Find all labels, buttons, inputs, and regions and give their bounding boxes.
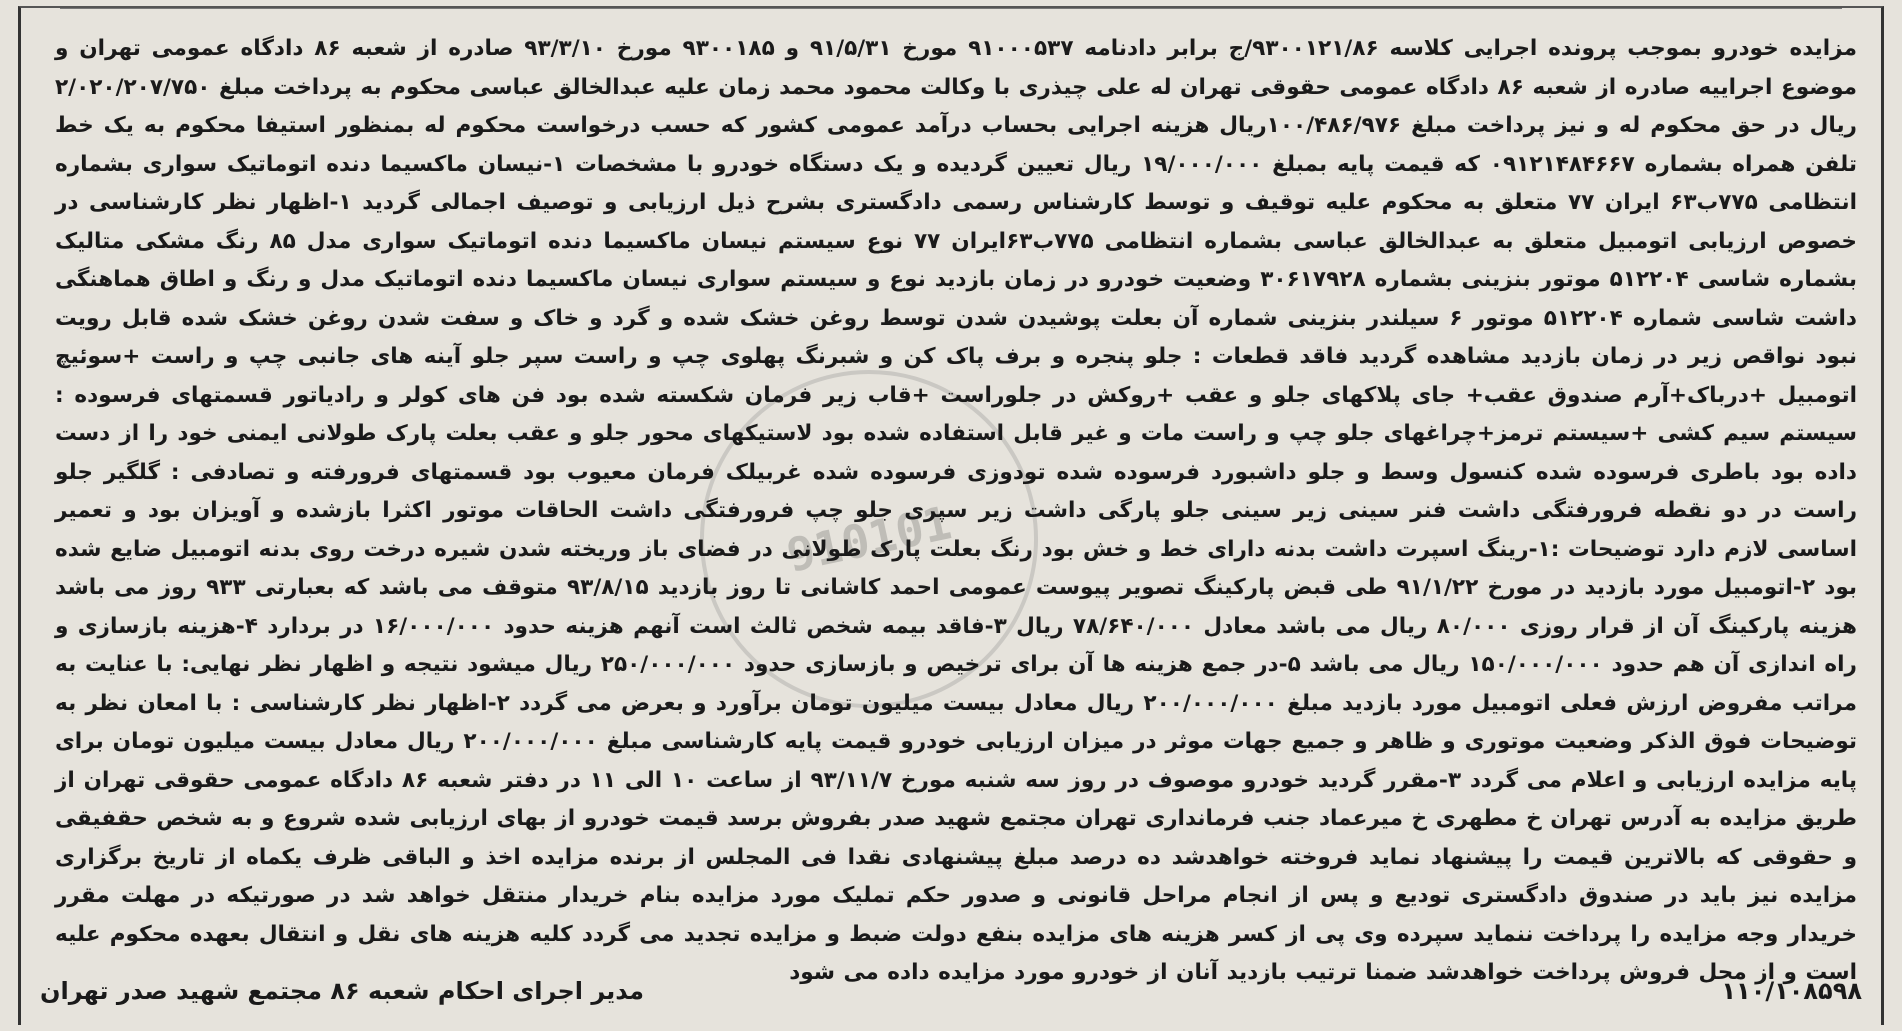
notice-footer <box>40 969 1862 1013</box>
stamp-text: 910101 <box>782 495 956 583</box>
signature-line: مدیر اجرای احکام شعبه ۸۶ مجتمع شهید صدر تهران <box>40 977 644 1005</box>
notice-body: مزایده خودرو بموجب پرونده اجرایی کلاسه ۹۳۰۰۱۲۱/۸۶/ج برابر دادنامه ۹۱۰۰۰۵۳۷ مورخ ۹۱/۵/۳۱ و ۹۳۰۰۱۸۵ مورخ ۹۳/۳/۱۰ صادره از شعبه ۸۶ دادگاه عمومی تهران و موضوع اجراییه صادره از شعبه ۸۶ دادگاه عمومی حقوقی تهران له علی چیذری با وکالت محمود محمد زمان علیه عبدالخالق عباسی محکوم به پرداخت مبلغ ۲/۰۲۰/۲۰۷/۷۵۰ ریال در حق محکوم له و نیز پرداخت مبلغ ۱۰۰/۴۸۶/۹۷۶ریال هزینه اجرایی بحساب درآمد عمومی کشور که حسب درخواست محکوم له بمنظور استیفا محکوم به یک خط تلفن همراه بشماره ۰۹۱۲۱۴۸۴۶۶۷ که قیمت پایه بمبلغ ۱۹/۰۰۰/۰۰۰ ریال تعیین گردیده و یک دستگاه خودرو با مشخصات ۱-نیسان ماکسیما دنده اتوماتیک سواری بشماره انتظامی ۷۷۵ب۶۳ ایران ۷۷ متعلق به محکوم علیه توقیف و توسط کارشناس رسمی دادگستری بشرح ذیل ارزیابی و توصیف اجمالی گردید ۱-اظهار نظر کارشناسی در خصوص ارزیابی اتومبیل متعلق به عبدالخالق عباسی بشماره انتظامی ۷۷۵ب۶۳ایران ۷۷ نوع سیستم نیسان ماکسیما دنده اتوماتیک سواری مدل ۸۵ رنگ مشکی متالیک بشماره شاسی ۵۱۲۲۰۴ موتور بنزینی بشماره ۳۰۶۱۷۹۲۸ وضعیت خودرو در زمان بازدید نوع و سیستم سواری نیسان ماکسیما دنده اتوماتیک مدل و رنگ و اطاق هماهنگی داشت شاسی شماره ۵۱۲۲۰۴ موتور ۶ سیلندر بنزینی شماره آن بعلت پوشیدن شدن توسط روغن خشک شده و گرد و خاک و سفت شدن روغن خشک شده قابل رویت نبود نواقص زیر در زمان بازدید مشاهده گردید فاقد قطعات : جلو پنجره و برف پاک کن و شبرنگ پهلوی چپ و راست سپر جلو آینه های جانبی چپ و راست +سوئیچ اتومبیل +درباک+آرم صندوق عقب+ جای پلاکهای جلو و عقب +روکش در جلوراست +قاب زیر فرمان شکسته شده بود فن های کولر و رادیاتور قسمتهای فرسوده : سیستم سیم کشی +سیستم ترمز+چراغهای جلو چپ و راست مات و غیر قابل استفاده شده بود لاستیکهای محور جلو و عقب بعلت پارک طولانی ایمنی خود را از دست داده بود باطری فرسوده شده کنسول وسط و جلو داشبورد فرسوده شده تودوزی فرسوده شده غربیلک فرمان معیوب بود قسمتهای فرورفته و تصادفی : گلگیر جلو راست در دو نقطه فرورفتگی داشت فنر سینی زیر سینی جلو پارگی داشت زیر سپری جلو چپ فرورفتگی داشت الحاقات موتور اکثرا بازشده و آویزان بود و تعمیر اساسی لازم دارد توضیحات :۱-رینگ اسپرت داشت بدنه دارای خط و خش بود رنگ بعلت پارک طولانی در فضای باز وریخته شدن شیره درخت روی بدنه اتومبیل ضایع شده بود ۲-اتومبیل مورد بازدید در مورخ ۹۱/۱/۲۲ طی قبض پارکینگ تصویر پیوست عمومی احمد کاشانی تا روز بازدید ۹۳/۸/۱۵ متوقف می باشد که بعبارتی ۹۳۳ روز می باشد هزینه پارکینگ آن از قرار روزی ۸۰/۰۰۰ ریال می باشد معادل ۷۸/۶۴۰/۰۰۰ ریال ۳-فاقد بیمه شخص ثالث است آنهم هزینه حدود ۱۶/۰۰۰/۰۰۰ در بردارد ۴-هزینه بازسازی و راه اندازی آن هم حدود ۱۵۰/۰۰۰/۰۰۰ ریال می باشد ۵-در جمع هزینه ها آن برای ترخیص و بازسازی حدود ۲۵۰/۰۰۰/۰۰۰ ریال میشود نتیجه و اظهار نظر نهایی: با عنایت به مراتب مفروض ارزش فعلی اتومبیل مورد بازدید مبلغ ۲۰۰/۰۰۰/۰۰۰ ریال معادل بیست میلیون تومان برآورد و بعرض می گردد ۲-اظهار نظر کارشناسی : با امعان نظر به توضیحات فوق الذکر وضعیت موتوری و ظاهر و جمیع جهات موثر در میزان ارزیابی خودرو قیمت پایه کارشناسی مبلغ ۲۰۰/۰۰۰/۰۰۰ ریال معادل بیست میلیون تومان برای پایه مزایده ارزیابی و اعلام می گردد ۳-مقرر گردید خودرو موصوف در روز سه شنبه مورخ ۹۳/۱۱/۷ از ساعت ۱۰ الی ۱۱ در دفتر شعبه ۸۶ دادگاه عمومی حقوقی تهران از طریق مزایده به آدرس تهران خ مطهری خ میرعماد جنب فرمانداری تهران مجتمع شهید صدر بفروش برسد قیمت خودرو از بهای ارزیابی شده شروع و به شخص حقفیقی و حقوقی که بالاترین قیمت را پیشنهاد نماید فروخته خواهدشد ده درصد مبلغ پیشنهادی نقدا فی المجلس از برنده مزایده اخذ و الباقی ظرف یکماه از تاریخ برگزاری مزایده نیز باید در صندوق دادگستری تودیع و پس از انجام مراحل قانونی و صدور حکم تملیک مورد مزایده بنام خریدار منتقل خواهد شد در صورتیکه در مهلت مقرر خریدار وجه مزایده را پرداخت ننماید سپرده وی پی از کسر هزینه های مزایده بنفع دولت ضبط و مزایده تجدید می گردد کلیه هزینه های نقل و انتقال بعهده محکوم علیه است و از محل فروش پرداخت خواهدشد ضمنا ترتیب بازدید آنان از خودرو مورد مزایده داده می شود <box>55 36 1858 985</box>
notice-code: ۱۱۰/۱۰۸۵۹۸ <box>1721 977 1862 1005</box>
top-divider <box>60 0 1842 9</box>
